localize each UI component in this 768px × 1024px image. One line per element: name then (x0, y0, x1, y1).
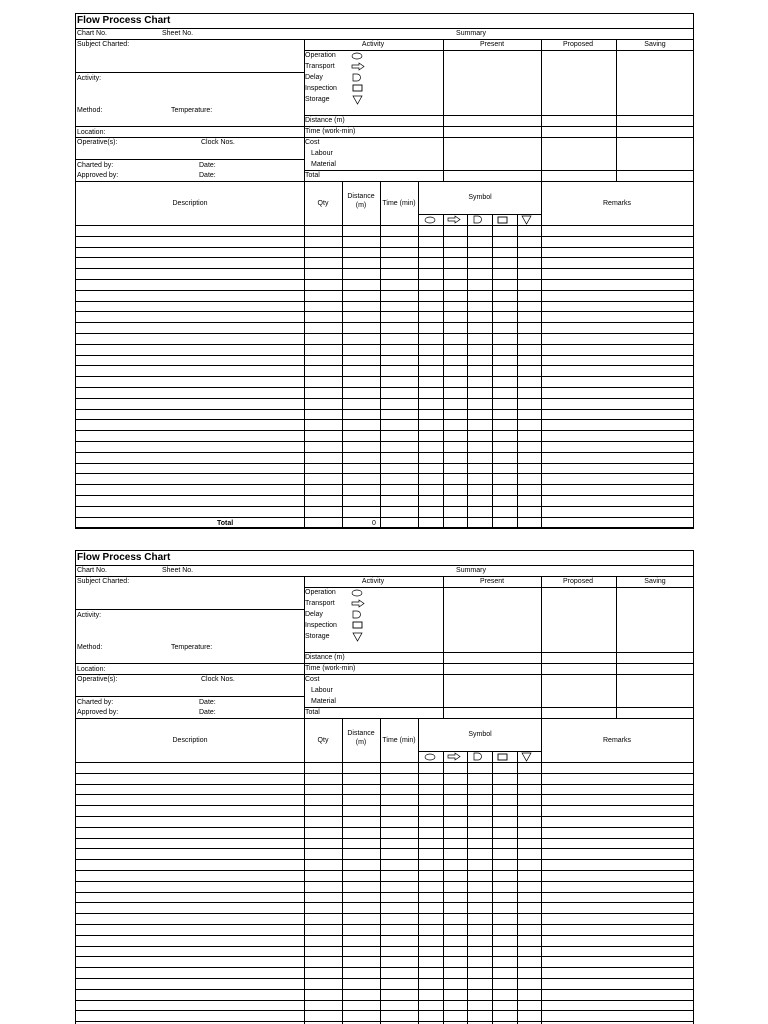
summary-row-storage: Storage (305, 633, 330, 640)
clock-nos-label: Clock Nos. (201, 676, 235, 683)
table-row-line (75, 268, 694, 269)
table-row-line (75, 805, 694, 806)
inspection-square-icon (352, 84, 363, 92)
table-row-line (75, 473, 694, 474)
activity-label: Activity: (77, 612, 102, 619)
table-row-line (75, 784, 694, 785)
table-row-line (75, 978, 694, 979)
storage-triangle-icon (521, 752, 532, 762)
summary-row-distance: Distance (m) (305, 654, 345, 661)
inspection-square-icon (352, 621, 363, 629)
table-row-line (75, 430, 694, 431)
summary-row-material: Material (311, 161, 336, 168)
summary-row-cost: Cost (305, 676, 320, 683)
table-row-line (75, 322, 694, 323)
col-description: Description (172, 737, 208, 744)
temperature-label: Temperature: (171, 644, 213, 651)
summary-col-saving: Saving (644, 578, 666, 585)
summary-row-operation: Operation (305, 52, 336, 59)
charted-date-label: Date: (199, 162, 216, 169)
table-row-line (75, 452, 694, 453)
storage-triangle-icon (352, 95, 363, 105)
table-row-line (75, 935, 694, 936)
table-row-line (75, 506, 694, 507)
chart-no-label: Chart No. (77, 567, 107, 574)
table-row-line (75, 892, 694, 893)
operatives-label: Operative(s): (77, 139, 118, 146)
table-row-line (75, 827, 694, 828)
summary-row-inspection: Inspection (305, 85, 337, 92)
col-time: Time (min) (382, 737, 416, 744)
summary-row-transport: Transport (305, 63, 335, 70)
summary-row-operation: Operation (305, 589, 336, 596)
col-distance: Distance (m) (347, 193, 375, 209)
delay-d-icon (473, 752, 483, 761)
table-row-line (75, 463, 694, 464)
delay-d-icon (473, 215, 483, 224)
table-row-line (75, 816, 694, 817)
clock-nos-label: Clock Nos. (201, 139, 235, 146)
sheet-frame (75, 550, 694, 1024)
delay-d-icon (352, 73, 362, 82)
summary-row-transport: Transport (305, 600, 335, 607)
table-row-line (75, 946, 694, 947)
col-remarks: Remarks (602, 737, 632, 744)
summary-row-labour: Labour (311, 150, 333, 157)
summary-col-present: Present (479, 578, 505, 585)
transport-arrow-icon (447, 752, 461, 761)
operation-oval-icon (351, 589, 363, 597)
table-row-line (75, 870, 694, 871)
inspection-square-icon (497, 753, 508, 761)
total-label: Total (217, 520, 234, 527)
table-row-line (75, 989, 694, 990)
delay-d-icon (352, 610, 362, 619)
flow-process-chart-sheet-1 (75, 13, 694, 529)
storage-triangle-icon (521, 215, 532, 225)
operatives-label: Operative(s): (77, 676, 118, 683)
table-row-line (75, 859, 694, 860)
subject-charted-label: Subject Charted: (77, 578, 130, 585)
summary-col-proposed: Proposed (563, 578, 593, 585)
sheet-title: Flow Process Chart (77, 15, 171, 26)
col-distance: Distance (m) (347, 730, 375, 746)
table-row-line (75, 1010, 694, 1011)
summary-label: Summary (456, 30, 486, 37)
col-symbol: Symbol (468, 731, 492, 738)
col-time: Time (min) (382, 200, 416, 207)
method-label: Method: (77, 644, 103, 651)
charted-by-label: Charted by: (77, 162, 114, 169)
table-row-line (75, 484, 694, 485)
table-row-line (75, 409, 694, 410)
flow-process-chart-sheet-2 (75, 550, 694, 1024)
summary-row-time: Time (work-min) (305, 665, 356, 672)
table-row-line (75, 419, 694, 420)
table-row-line (75, 236, 694, 237)
summary-row-cost: Cost (305, 139, 320, 146)
storage-triangle-icon (352, 632, 363, 642)
table-row-line (75, 902, 694, 903)
summary-col-activity: Activity (361, 41, 385, 48)
summary-row-total: Total (305, 172, 320, 179)
table-row-line (75, 1021, 694, 1022)
summary-col-activity: Activity (361, 578, 385, 585)
subject-charted-label: Subject Charted: (77, 41, 130, 48)
summary-col-present: Present (479, 41, 505, 48)
sheet-no-label: Sheet No. (162, 30, 194, 37)
table-row-line (75, 376, 694, 377)
table-row-line (75, 301, 694, 302)
summary-row-labour: Labour (311, 687, 333, 694)
table-row-line (75, 311, 694, 312)
transport-arrow-icon (447, 215, 461, 224)
col-description: Description (172, 200, 208, 207)
table-row-line (75, 279, 694, 280)
total-distance-value: 0 (372, 520, 376, 527)
table-row-line (75, 924, 694, 925)
table-row-line (75, 365, 694, 366)
transport-arrow-icon (351, 599, 365, 608)
table-row-line (75, 956, 694, 957)
temperature-label: Temperature: (171, 107, 213, 114)
summary-row-total: Total (305, 709, 320, 716)
table-row-line (75, 247, 694, 248)
table-row-line (75, 257, 694, 258)
summary-row-inspection: Inspection (305, 622, 337, 629)
table-row-line (75, 517, 694, 518)
charted-date-label: Date: (199, 699, 216, 706)
col-remarks: Remarks (602, 200, 632, 207)
table-row-line (75, 441, 694, 442)
summary-row-delay: Delay (305, 611, 323, 618)
operation-oval-icon (351, 52, 363, 60)
table-row-line (75, 838, 694, 839)
col-qty: Qty (317, 200, 329, 207)
col-qty: Qty (317, 737, 329, 744)
table-row-line (75, 527, 694, 528)
summary-row-distance: Distance (m) (305, 117, 345, 124)
table-row-line (75, 913, 694, 914)
activity-label: Activity: (77, 75, 102, 82)
summary-row-material: Material (311, 698, 336, 705)
table-row-line (75, 848, 694, 849)
summary-label: Summary (456, 567, 486, 574)
summary-col-proposed: Proposed (563, 41, 593, 48)
transport-arrow-icon (351, 62, 365, 71)
summary-row-delay: Delay (305, 74, 323, 81)
approved-by-label: Approved by: (77, 709, 119, 716)
table-row-line (75, 344, 694, 345)
summary-row-time: Time (work-min) (305, 128, 356, 135)
table-row-line (75, 355, 694, 356)
table-row-line (75, 387, 694, 388)
sheet-title: Flow Process Chart (77, 552, 171, 563)
sheet-no-label: Sheet No. (162, 567, 194, 574)
summary-col-saving: Saving (644, 41, 666, 48)
approved-by-label: Approved by: (77, 172, 119, 179)
col-symbol: Symbol (468, 194, 492, 201)
table-row-line (75, 794, 694, 795)
approved-date-label: Date: (199, 709, 216, 716)
table-row-line (75, 967, 694, 968)
method-label: Method: (77, 107, 103, 114)
table-row-line (75, 881, 694, 882)
inspection-square-icon (497, 216, 508, 224)
summary-row-storage: Storage (305, 96, 330, 103)
approved-date-label: Date: (199, 172, 216, 179)
chart-no-label: Chart No. (77, 30, 107, 37)
operation-oval-icon (424, 753, 436, 761)
table-row-line (75, 1000, 694, 1001)
table-row-line (75, 495, 694, 496)
operation-oval-icon (424, 216, 436, 224)
table-row-line (75, 398, 694, 399)
table-row-line (75, 773, 694, 774)
location-label: Location: (77, 666, 106, 673)
location-label: Location: (77, 129, 106, 136)
table-row-line (75, 333, 694, 334)
charted-by-label: Charted by: (77, 699, 114, 706)
table-row-line (75, 290, 694, 291)
